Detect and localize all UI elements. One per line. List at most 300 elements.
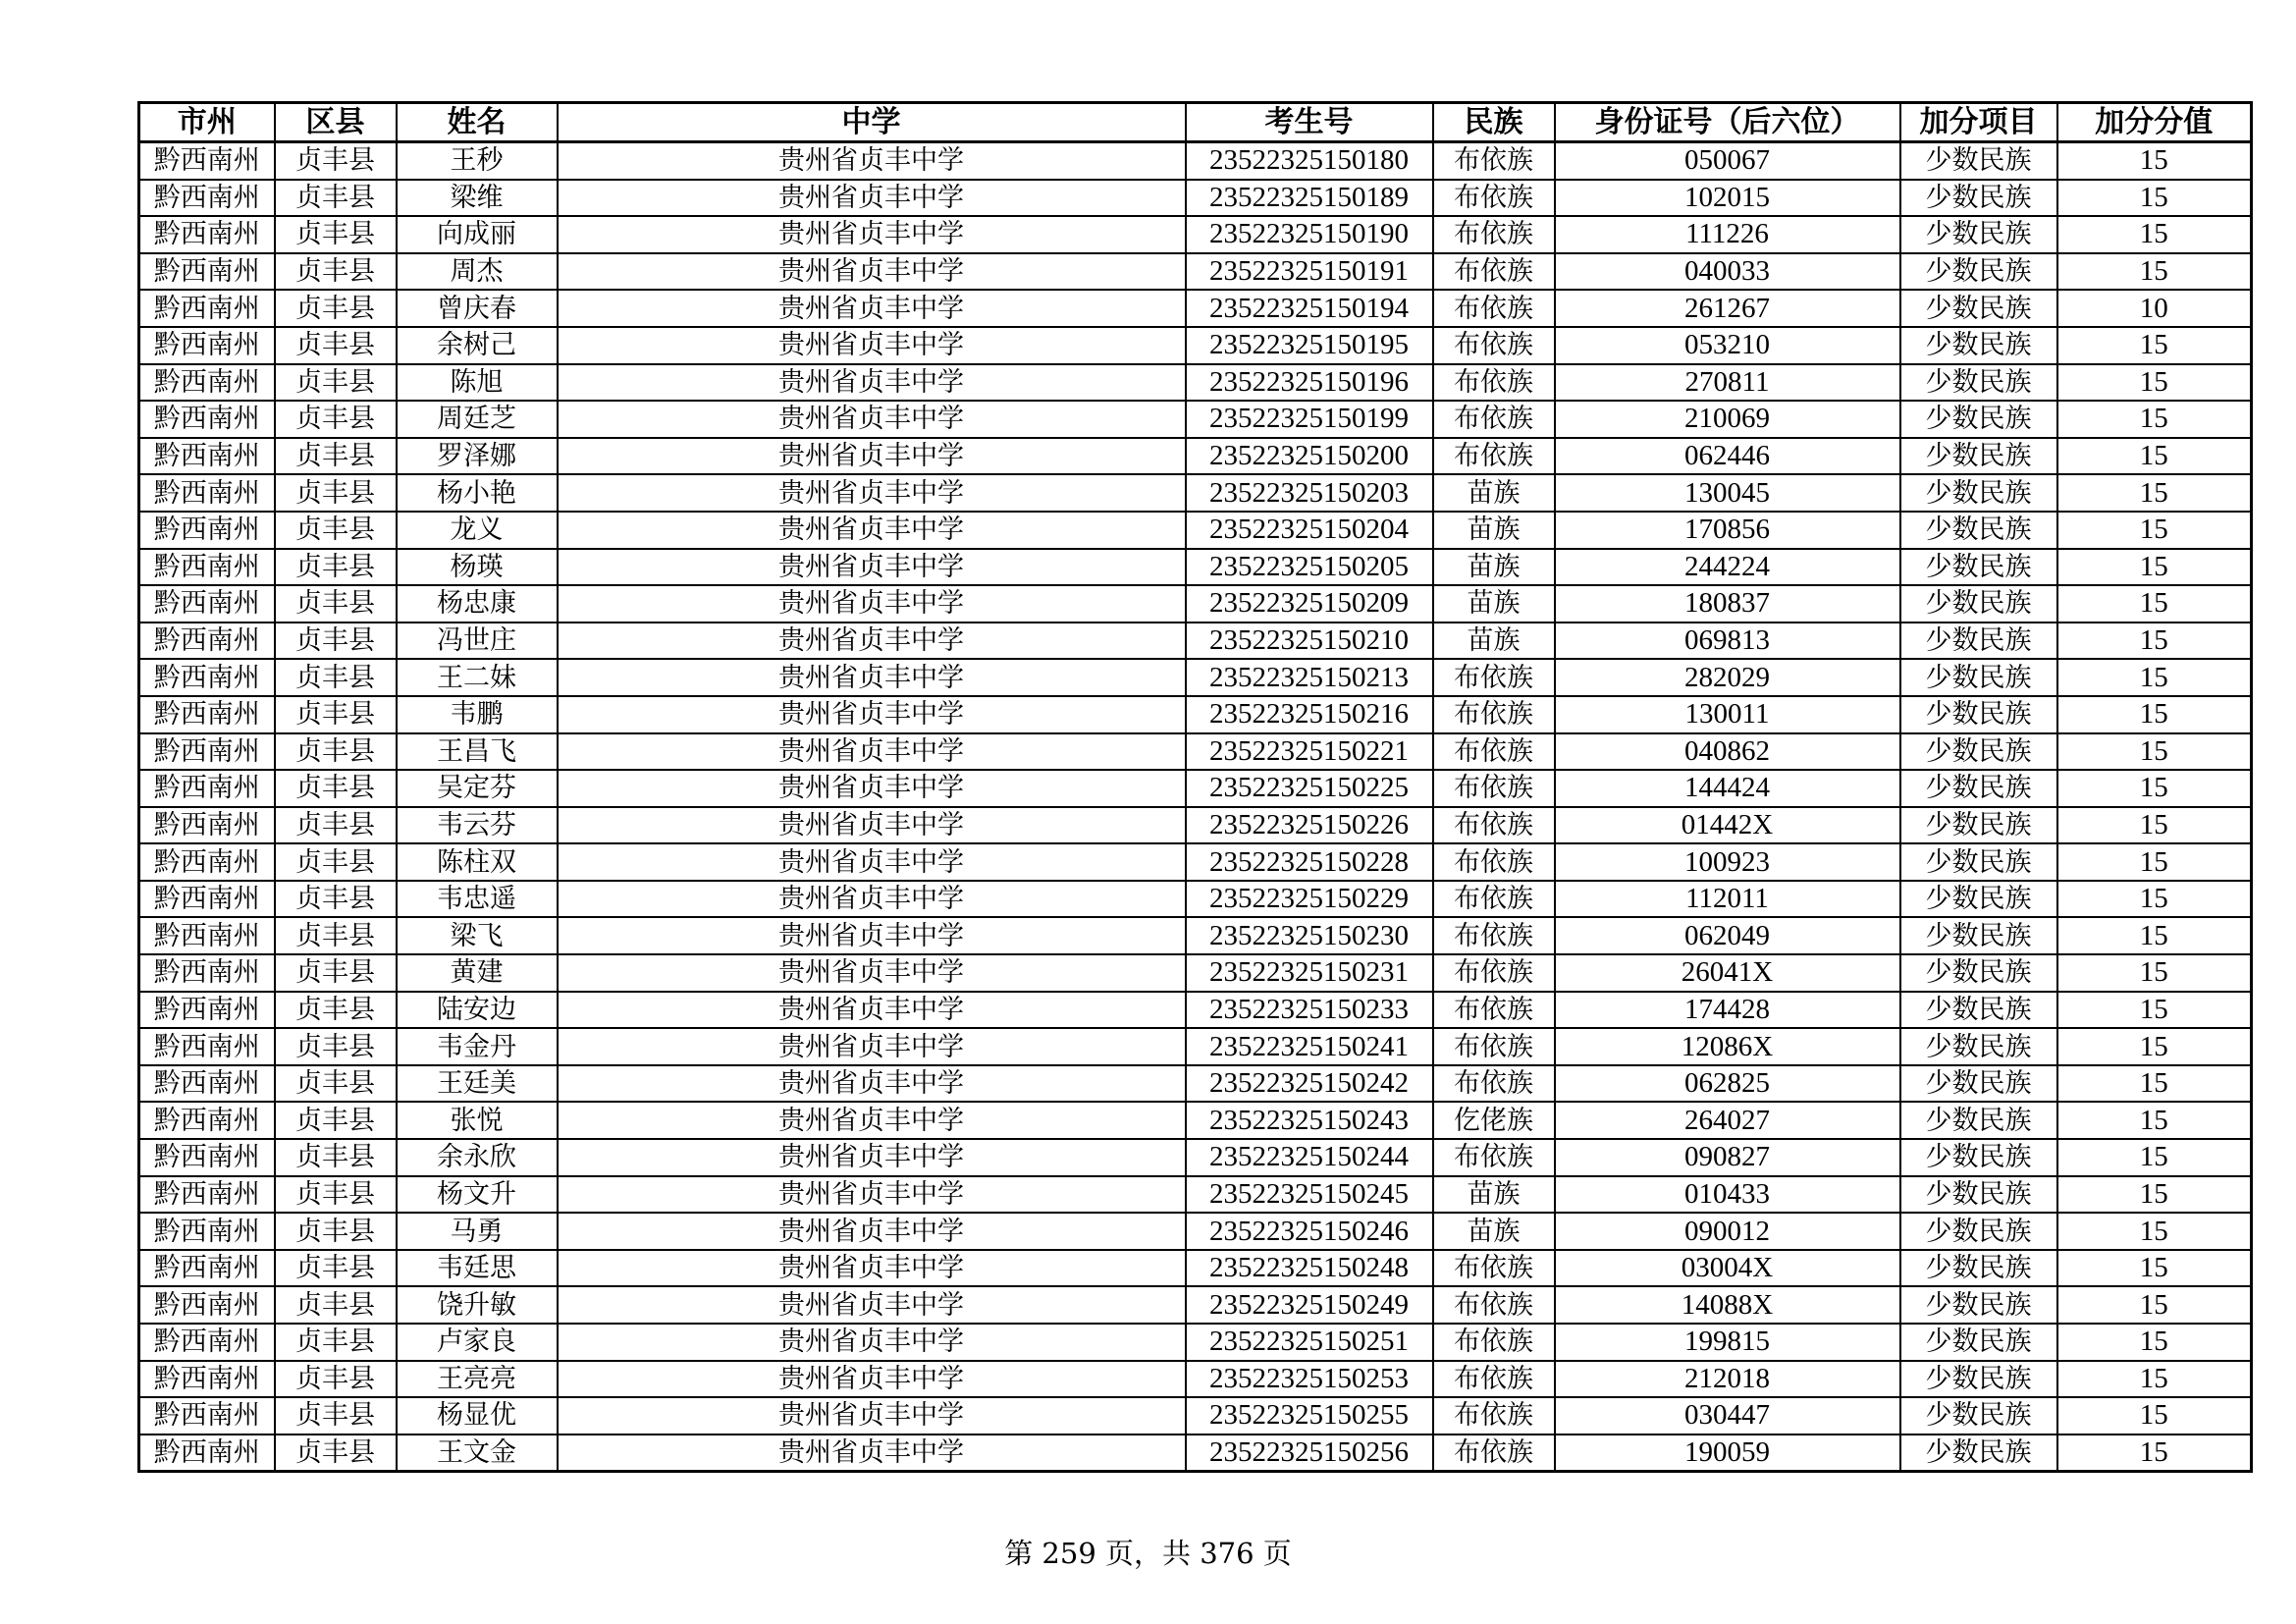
name-cell: 王亮亮: [397, 1361, 558, 1398]
id-suffix-cell: 069813: [1555, 623, 1900, 660]
county-cell: 贞丰县: [275, 1397, 397, 1435]
id-suffix-cell: 170856: [1555, 512, 1900, 549]
id-suffix-cell: 174428: [1555, 992, 1900, 1029]
ethnicity-cell: 布依族: [1433, 659, 1555, 696]
name-cell: 陈柱双: [397, 843, 558, 881]
bonus-points-cell: 15: [2057, 401, 2252, 438]
county-cell: 贞丰县: [275, 954, 397, 992]
city-cell: 黔西南州: [139, 327, 275, 364]
county-cell: 贞丰县: [275, 1213, 397, 1250]
city-cell: 黔西南州: [139, 1361, 275, 1398]
school-cell: 贵州省贞丰中学: [558, 142, 1186, 180]
school-cell: 贵州省贞丰中学: [558, 1213, 1186, 1250]
city-cell: 黔西南州: [139, 881, 275, 918]
school-cell: 贵州省贞丰中学: [558, 659, 1186, 696]
table-row: [139, 142, 2252, 180]
county-cell: 贞丰县: [275, 1324, 397, 1361]
bonus-item-cell: 少数民族: [1900, 401, 2057, 438]
school-cell: 贵州省贞丰中学: [558, 327, 1186, 364]
table-row: [139, 1250, 2252, 1287]
county-cell: 贞丰县: [275, 216, 397, 253]
county-cell: 贞丰县: [275, 253, 397, 291]
bonus-item-cell: 少数民族: [1900, 253, 2057, 291]
city-cell: 黔西南州: [139, 807, 275, 844]
id-suffix-cell: 053210: [1555, 327, 1900, 364]
name-cell: 王二妹: [397, 659, 558, 696]
table-row: [139, 659, 2252, 696]
ethnicity-cell: 布依族: [1433, 180, 1555, 217]
school-cell: 贵州省贞丰中学: [558, 1139, 1186, 1176]
school-cell: 贵州省贞丰中学: [558, 623, 1186, 660]
id-suffix-cell: 130011: [1555, 696, 1900, 733]
county-cell: 贞丰县: [275, 1102, 397, 1139]
bonus-item-cell: 少数民族: [1900, 1139, 2057, 1176]
bonus-item-cell: 少数民族: [1900, 549, 2057, 586]
school-cell: 贵州省贞丰中学: [558, 843, 1186, 881]
county-cell: 贞丰县: [275, 401, 397, 438]
name-cell: 杨小艳: [397, 474, 558, 512]
table-row: [139, 180, 2252, 217]
school-cell: 贵州省贞丰中学: [558, 733, 1186, 771]
exam-number-cell: 23522325150248: [1186, 1250, 1433, 1287]
county-cell: 贞丰县: [275, 807, 397, 844]
bonus-item-cell: 少数民族: [1900, 1435, 2057, 1472]
header-county: 区县: [275, 103, 397, 142]
city-cell: 黔西南州: [139, 512, 275, 549]
county-cell: 贞丰县: [275, 696, 397, 733]
county-cell: 贞丰县: [275, 327, 397, 364]
id-suffix-cell: 261267: [1555, 290, 1900, 327]
bonus-points-cell: 15: [2057, 696, 2252, 733]
id-suffix-cell: 040033: [1555, 253, 1900, 291]
id-suffix-cell: 212018: [1555, 1361, 1900, 1398]
table-row: [139, 770, 2252, 807]
header-id-suffix: 身份证号（后六位）: [1555, 103, 1900, 142]
bonus-item-cell: 少数民族: [1900, 1065, 2057, 1103]
ethnicity-cell: 布依族: [1433, 954, 1555, 992]
id-suffix-cell: 062446: [1555, 438, 1900, 475]
exam-number-cell: 23522325150210: [1186, 623, 1433, 660]
county-cell: 贞丰县: [275, 659, 397, 696]
id-suffix-cell: 090012: [1555, 1213, 1900, 1250]
ethnicity-cell: 苗族: [1433, 585, 1555, 623]
exam-number-cell: 23522325150213: [1186, 659, 1433, 696]
table-row: [139, 1361, 2252, 1398]
school-cell: 贵州省贞丰中学: [558, 253, 1186, 291]
school-cell: 贵州省贞丰中学: [558, 1250, 1186, 1287]
table-row: [139, 474, 2252, 512]
name-cell: 黄建: [397, 954, 558, 992]
county-cell: 贞丰县: [275, 1065, 397, 1103]
name-cell: 龙义: [397, 512, 558, 549]
bonus-points-cell: 15: [2057, 807, 2252, 844]
bonus-points-cell: 15: [2057, 216, 2252, 253]
name-cell: 韦云芬: [397, 807, 558, 844]
name-cell: 卢家良: [397, 1324, 558, 1361]
county-cell: 贞丰县: [275, 180, 397, 217]
school-cell: 贵州省贞丰中学: [558, 1361, 1186, 1398]
table-row: [139, 1139, 2252, 1176]
exam-number-cell: 23522325150221: [1186, 733, 1433, 771]
school-cell: 贵州省贞丰中学: [558, 696, 1186, 733]
city-cell: 黔西南州: [139, 474, 275, 512]
city-cell: 黔西南州: [139, 1139, 275, 1176]
bonus-points-cell: 10: [2057, 290, 2252, 327]
county-cell: 贞丰县: [275, 881, 397, 918]
city-cell: 黔西南州: [139, 954, 275, 992]
bonus-points-cell: 15: [2057, 1139, 2252, 1176]
table-row: [139, 438, 2252, 475]
bonus-item-cell: 少数民族: [1900, 512, 2057, 549]
county-cell: 贞丰县: [275, 770, 397, 807]
exam-number-cell: 23522325150225: [1186, 770, 1433, 807]
school-cell: 贵州省贞丰中学: [558, 438, 1186, 475]
city-cell: 黔西南州: [139, 438, 275, 475]
name-cell: 余树己: [397, 327, 558, 364]
exam-number-cell: 23522325150205: [1186, 549, 1433, 586]
id-suffix-cell: 040862: [1555, 733, 1900, 771]
id-suffix-cell: 062825: [1555, 1065, 1900, 1103]
bonus-points-cell: 15: [2057, 733, 2252, 771]
table-row: [139, 253, 2252, 291]
bonus-item-cell: 少数民族: [1900, 1324, 2057, 1361]
bonus-points-cell: 15: [2057, 1324, 2252, 1361]
table-row: [139, 585, 2252, 623]
table-row: [139, 623, 2252, 660]
ethnicity-cell: 布依族: [1433, 1250, 1555, 1287]
city-cell: 黔西南州: [139, 1176, 275, 1214]
county-cell: 贞丰县: [275, 1361, 397, 1398]
header-row: [139, 103, 2252, 142]
bonus-item-cell: 少数民族: [1900, 180, 2057, 217]
name-cell: 杨文升: [397, 1176, 558, 1214]
county-cell: 贞丰县: [275, 1250, 397, 1287]
city-cell: 黔西南州: [139, 623, 275, 660]
id-suffix-cell: 244224: [1555, 549, 1900, 586]
county-cell: 贞丰县: [275, 992, 397, 1029]
id-suffix-cell: 03004X: [1555, 1250, 1900, 1287]
city-cell: 黔西南州: [139, 549, 275, 586]
ethnicity-cell: 苗族: [1433, 549, 1555, 586]
county-cell: 贞丰县: [275, 1176, 397, 1214]
school-cell: 贵州省贞丰中学: [558, 992, 1186, 1029]
id-suffix-cell: 199815: [1555, 1324, 1900, 1361]
city-cell: 黔西南州: [139, 733, 275, 771]
ethnicity-cell: 布依族: [1433, 364, 1555, 402]
name-cell: 周杰: [397, 253, 558, 291]
ethnicity-cell: 布依族: [1433, 1286, 1555, 1324]
bonus-points-cell: 15: [2057, 659, 2252, 696]
city-cell: 黔西南州: [139, 253, 275, 291]
bonus-points-cell: 15: [2057, 142, 2252, 180]
county-cell: 贞丰县: [275, 733, 397, 771]
school-cell: 贵州省贞丰中学: [558, 290, 1186, 327]
ethnicity-cell: 布依族: [1433, 696, 1555, 733]
bonus-points-cell: 15: [2057, 438, 2252, 475]
exam-number-cell: 23522325150216: [1186, 696, 1433, 733]
bonus-points-cell: 15: [2057, 992, 2252, 1029]
table-row: [139, 1102, 2252, 1139]
school-cell: 贵州省贞丰中学: [558, 770, 1186, 807]
ethnicity-cell: 布依族: [1433, 327, 1555, 364]
school-cell: 贵州省贞丰中学: [558, 1102, 1186, 1139]
id-suffix-cell: 282029: [1555, 659, 1900, 696]
bonus-points-cell: 15: [2057, 843, 2252, 881]
bonus-item-cell: 少数民族: [1900, 843, 2057, 881]
bonus-item-cell: 少数民族: [1900, 992, 2057, 1029]
bonus-item-cell: 少数民族: [1900, 474, 2057, 512]
table-row: [139, 401, 2252, 438]
id-suffix-cell: 130045: [1555, 474, 1900, 512]
county-cell: 贞丰县: [275, 585, 397, 623]
ethnicity-cell: 苗族: [1433, 512, 1555, 549]
county-cell: 贞丰县: [275, 843, 397, 881]
county-cell: 贞丰县: [275, 142, 397, 180]
exam-number-cell: 23522325150228: [1186, 843, 1433, 881]
ethnicity-cell: 布依族: [1433, 1324, 1555, 1361]
bonus-item-cell: 少数民族: [1900, 1176, 2057, 1214]
id-suffix-cell: 102015: [1555, 180, 1900, 217]
header-city: 市州: [139, 103, 275, 142]
school-cell: 贵州省贞丰中学: [558, 401, 1186, 438]
city-cell: 黔西南州: [139, 992, 275, 1029]
table-row: [139, 881, 2252, 918]
school-cell: 贵州省贞丰中学: [558, 1397, 1186, 1435]
bonus-points-cell: 15: [2057, 1250, 2252, 1287]
id-suffix-cell: 010433: [1555, 1176, 1900, 1214]
city-cell: 黔西南州: [139, 770, 275, 807]
city-cell: 黔西南州: [139, 364, 275, 402]
exam-number-cell: 23522325150241: [1186, 1028, 1433, 1065]
id-suffix-cell: 264027: [1555, 1102, 1900, 1139]
exam-number-cell: 23522325150256: [1186, 1435, 1433, 1472]
school-cell: 贵州省贞丰中学: [558, 180, 1186, 217]
name-cell: 张悦: [397, 1102, 558, 1139]
ethnicity-cell: 布依族: [1433, 216, 1555, 253]
ethnicity-cell: 仡佬族: [1433, 1102, 1555, 1139]
city-cell: 黔西南州: [139, 1286, 275, 1324]
table-row: [139, 954, 2252, 992]
name-cell: 王秒: [397, 142, 558, 180]
city-cell: 黔西南州: [139, 180, 275, 217]
ethnicity-cell: 布依族: [1433, 807, 1555, 844]
city-cell: 黔西南州: [139, 1324, 275, 1361]
name-cell: 杨瑛: [397, 549, 558, 586]
city-cell: 黔西南州: [139, 659, 275, 696]
school-cell: 贵州省贞丰中学: [558, 474, 1186, 512]
bonus-item-cell: 少数民族: [1900, 1213, 2057, 1250]
county-cell: 贞丰县: [275, 438, 397, 475]
city-cell: 黔西南州: [139, 917, 275, 954]
id-suffix-cell: 01442X: [1555, 807, 1900, 844]
county-cell: 贞丰县: [275, 290, 397, 327]
bonus-item-cell: 少数民族: [1900, 659, 2057, 696]
id-suffix-cell: 270811: [1555, 364, 1900, 402]
header-exam-number: 考生号: [1186, 103, 1433, 142]
exam-number-cell: 23522325150194: [1186, 290, 1433, 327]
exam-number-cell: 23522325150190: [1186, 216, 1433, 253]
exam-number-cell: 23522325150229: [1186, 881, 1433, 918]
bonus-item-cell: 少数民族: [1900, 1250, 2057, 1287]
bonus-item-cell: 少数民族: [1900, 364, 2057, 402]
city-cell: 黔西南州: [139, 142, 275, 180]
name-cell: 马勇: [397, 1213, 558, 1250]
bonus-points-cell: 15: [2057, 327, 2252, 364]
table-row: [139, 290, 2252, 327]
exam-number-cell: 23522325150195: [1186, 327, 1433, 364]
exam-number-cell: 23522325150246: [1186, 1213, 1433, 1250]
bonus-points-cell: 15: [2057, 1176, 2252, 1214]
id-suffix-cell: 210069: [1555, 401, 1900, 438]
table-row: [139, 696, 2252, 733]
school-cell: 贵州省贞丰中学: [558, 1065, 1186, 1103]
bonus-item-cell: 少数民族: [1900, 327, 2057, 364]
county-cell: 贞丰县: [275, 364, 397, 402]
table-row: [139, 512, 2252, 549]
id-suffix-cell: 12086X: [1555, 1028, 1900, 1065]
id-suffix-cell: 030447: [1555, 1397, 1900, 1435]
table-row: [139, 733, 2252, 771]
bonus-points-cell: 15: [2057, 585, 2252, 623]
name-cell: 周廷芝: [397, 401, 558, 438]
school-cell: 贵州省贞丰中学: [558, 364, 1186, 402]
table-row: [139, 992, 2252, 1029]
table-row: [139, 1028, 2252, 1065]
id-suffix-cell: 050067: [1555, 142, 1900, 180]
exam-number-cell: 23522325150189: [1186, 180, 1433, 217]
name-cell: 王昌飞: [397, 733, 558, 771]
name-cell: 梁维: [397, 180, 558, 217]
exam-number-cell: 23522325150180: [1186, 142, 1433, 180]
exam-number-cell: 23522325150196: [1186, 364, 1433, 402]
name-cell: 韦金丹: [397, 1028, 558, 1065]
table-row: [139, 1286, 2252, 1324]
ethnicity-cell: 布依族: [1433, 881, 1555, 918]
name-cell: 吴定芬: [397, 770, 558, 807]
name-cell: 韦忠遥: [397, 881, 558, 918]
name-cell: 韦廷思: [397, 1250, 558, 1287]
bonus-item-cell: 少数民族: [1900, 881, 2057, 918]
table-row: [139, 1324, 2252, 1361]
exam-number-cell: 23522325150243: [1186, 1102, 1433, 1139]
id-suffix-cell: 062049: [1555, 917, 1900, 954]
city-cell: 黔西南州: [139, 1250, 275, 1287]
bonus-item-cell: 少数民族: [1900, 696, 2057, 733]
county-cell: 贞丰县: [275, 512, 397, 549]
county-cell: 贞丰县: [275, 917, 397, 954]
exam-number-cell: 23522325150199: [1186, 401, 1433, 438]
exam-number-cell: 23522325150231: [1186, 954, 1433, 992]
county-cell: 贞丰县: [275, 1435, 397, 1472]
exam-number-cell: 23522325150226: [1186, 807, 1433, 844]
ethnicity-cell: 苗族: [1433, 1213, 1555, 1250]
city-cell: 黔西南州: [139, 1397, 275, 1435]
bonus-item-cell: 少数民族: [1900, 917, 2057, 954]
school-cell: 贵州省贞丰中学: [558, 807, 1186, 844]
city-cell: 黔西南州: [139, 1028, 275, 1065]
name-cell: 冯世庄: [397, 623, 558, 660]
bonus-points-cell: 15: [2057, 954, 2252, 992]
city-cell: 黔西南州: [139, 696, 275, 733]
ethnicity-cell: 布依族: [1433, 142, 1555, 180]
bonus-points-cell: 15: [2057, 1102, 2252, 1139]
header-bonus-item: 加分项目: [1900, 103, 2057, 142]
name-cell: 梁飞: [397, 917, 558, 954]
ethnicity-cell: 布依族: [1433, 253, 1555, 291]
name-cell: 王文金: [397, 1435, 558, 1472]
header-school: 中学: [558, 103, 1186, 142]
table-row: [139, 807, 2252, 844]
county-cell: 贞丰县: [275, 1139, 397, 1176]
bonus-points-cell: 15: [2057, 1028, 2252, 1065]
name-cell: 向成丽: [397, 216, 558, 253]
header-ethnicity: 民族: [1433, 103, 1555, 142]
ethnicity-cell: 布依族: [1433, 770, 1555, 807]
candidate-table: [137, 101, 2253, 1473]
exam-number-cell: 23522325150230: [1186, 917, 1433, 954]
school-cell: 贵州省贞丰中学: [558, 1028, 1186, 1065]
table-row: [139, 843, 2252, 881]
school-cell: 贵州省贞丰中学: [558, 1435, 1186, 1472]
ethnicity-cell: 布依族: [1433, 917, 1555, 954]
id-suffix-cell: 090827: [1555, 1139, 1900, 1176]
school-cell: 贵州省贞丰中学: [558, 917, 1186, 954]
name-cell: 杨显优: [397, 1397, 558, 1435]
ethnicity-cell: 布依族: [1433, 401, 1555, 438]
ethnicity-cell: 布依族: [1433, 843, 1555, 881]
bonus-item-cell: 少数民族: [1900, 1102, 2057, 1139]
city-cell: 黔西南州: [139, 843, 275, 881]
bonus-points-cell: 15: [2057, 623, 2252, 660]
exam-number-cell: 23522325150249: [1186, 1286, 1433, 1324]
city-cell: 黔西南州: [139, 585, 275, 623]
city-cell: 黔西南州: [139, 216, 275, 253]
county-cell: 贞丰县: [275, 474, 397, 512]
name-cell: 余永欣: [397, 1139, 558, 1176]
ethnicity-cell: 苗族: [1433, 1176, 1555, 1214]
name-cell: 韦鹏: [397, 696, 558, 733]
bonus-item-cell: 少数民族: [1900, 1397, 2057, 1435]
bonus-item-cell: 少数民族: [1900, 770, 2057, 807]
name-cell: 王廷美: [397, 1065, 558, 1103]
bonus-points-cell: 15: [2057, 549, 2252, 586]
school-cell: 贵州省贞丰中学: [558, 1286, 1186, 1324]
city-cell: 黔西南州: [139, 401, 275, 438]
city-cell: 黔西南州: [139, 1213, 275, 1250]
table-body: [139, 142, 2252, 1472]
bonus-points-cell: 15: [2057, 364, 2252, 402]
table-row: [139, 1397, 2252, 1435]
bonus-item-cell: 少数民族: [1900, 1361, 2057, 1398]
bonus-points-cell: 15: [2057, 180, 2252, 217]
county-cell: 贞丰县: [275, 1286, 397, 1324]
table-row: [139, 1435, 2252, 1472]
city-cell: 黔西南州: [139, 1435, 275, 1472]
name-cell: 杨忠康: [397, 585, 558, 623]
bonus-item-cell: 少数民族: [1900, 142, 2057, 180]
id-suffix-cell: 14088X: [1555, 1286, 1900, 1324]
ethnicity-cell: 布依族: [1433, 1139, 1555, 1176]
ethnicity-cell: 布依族: [1433, 1361, 1555, 1398]
ethnicity-cell: 布依族: [1433, 992, 1555, 1029]
exam-number-cell: 23522325150245: [1186, 1176, 1433, 1214]
city-cell: 黔西南州: [139, 1102, 275, 1139]
ethnicity-cell: 布依族: [1433, 438, 1555, 475]
county-cell: 贞丰县: [275, 1028, 397, 1065]
bonus-points-cell: 15: [2057, 474, 2252, 512]
table-row: [139, 1213, 2252, 1250]
bonus-item-cell: 少数民族: [1900, 733, 2057, 771]
